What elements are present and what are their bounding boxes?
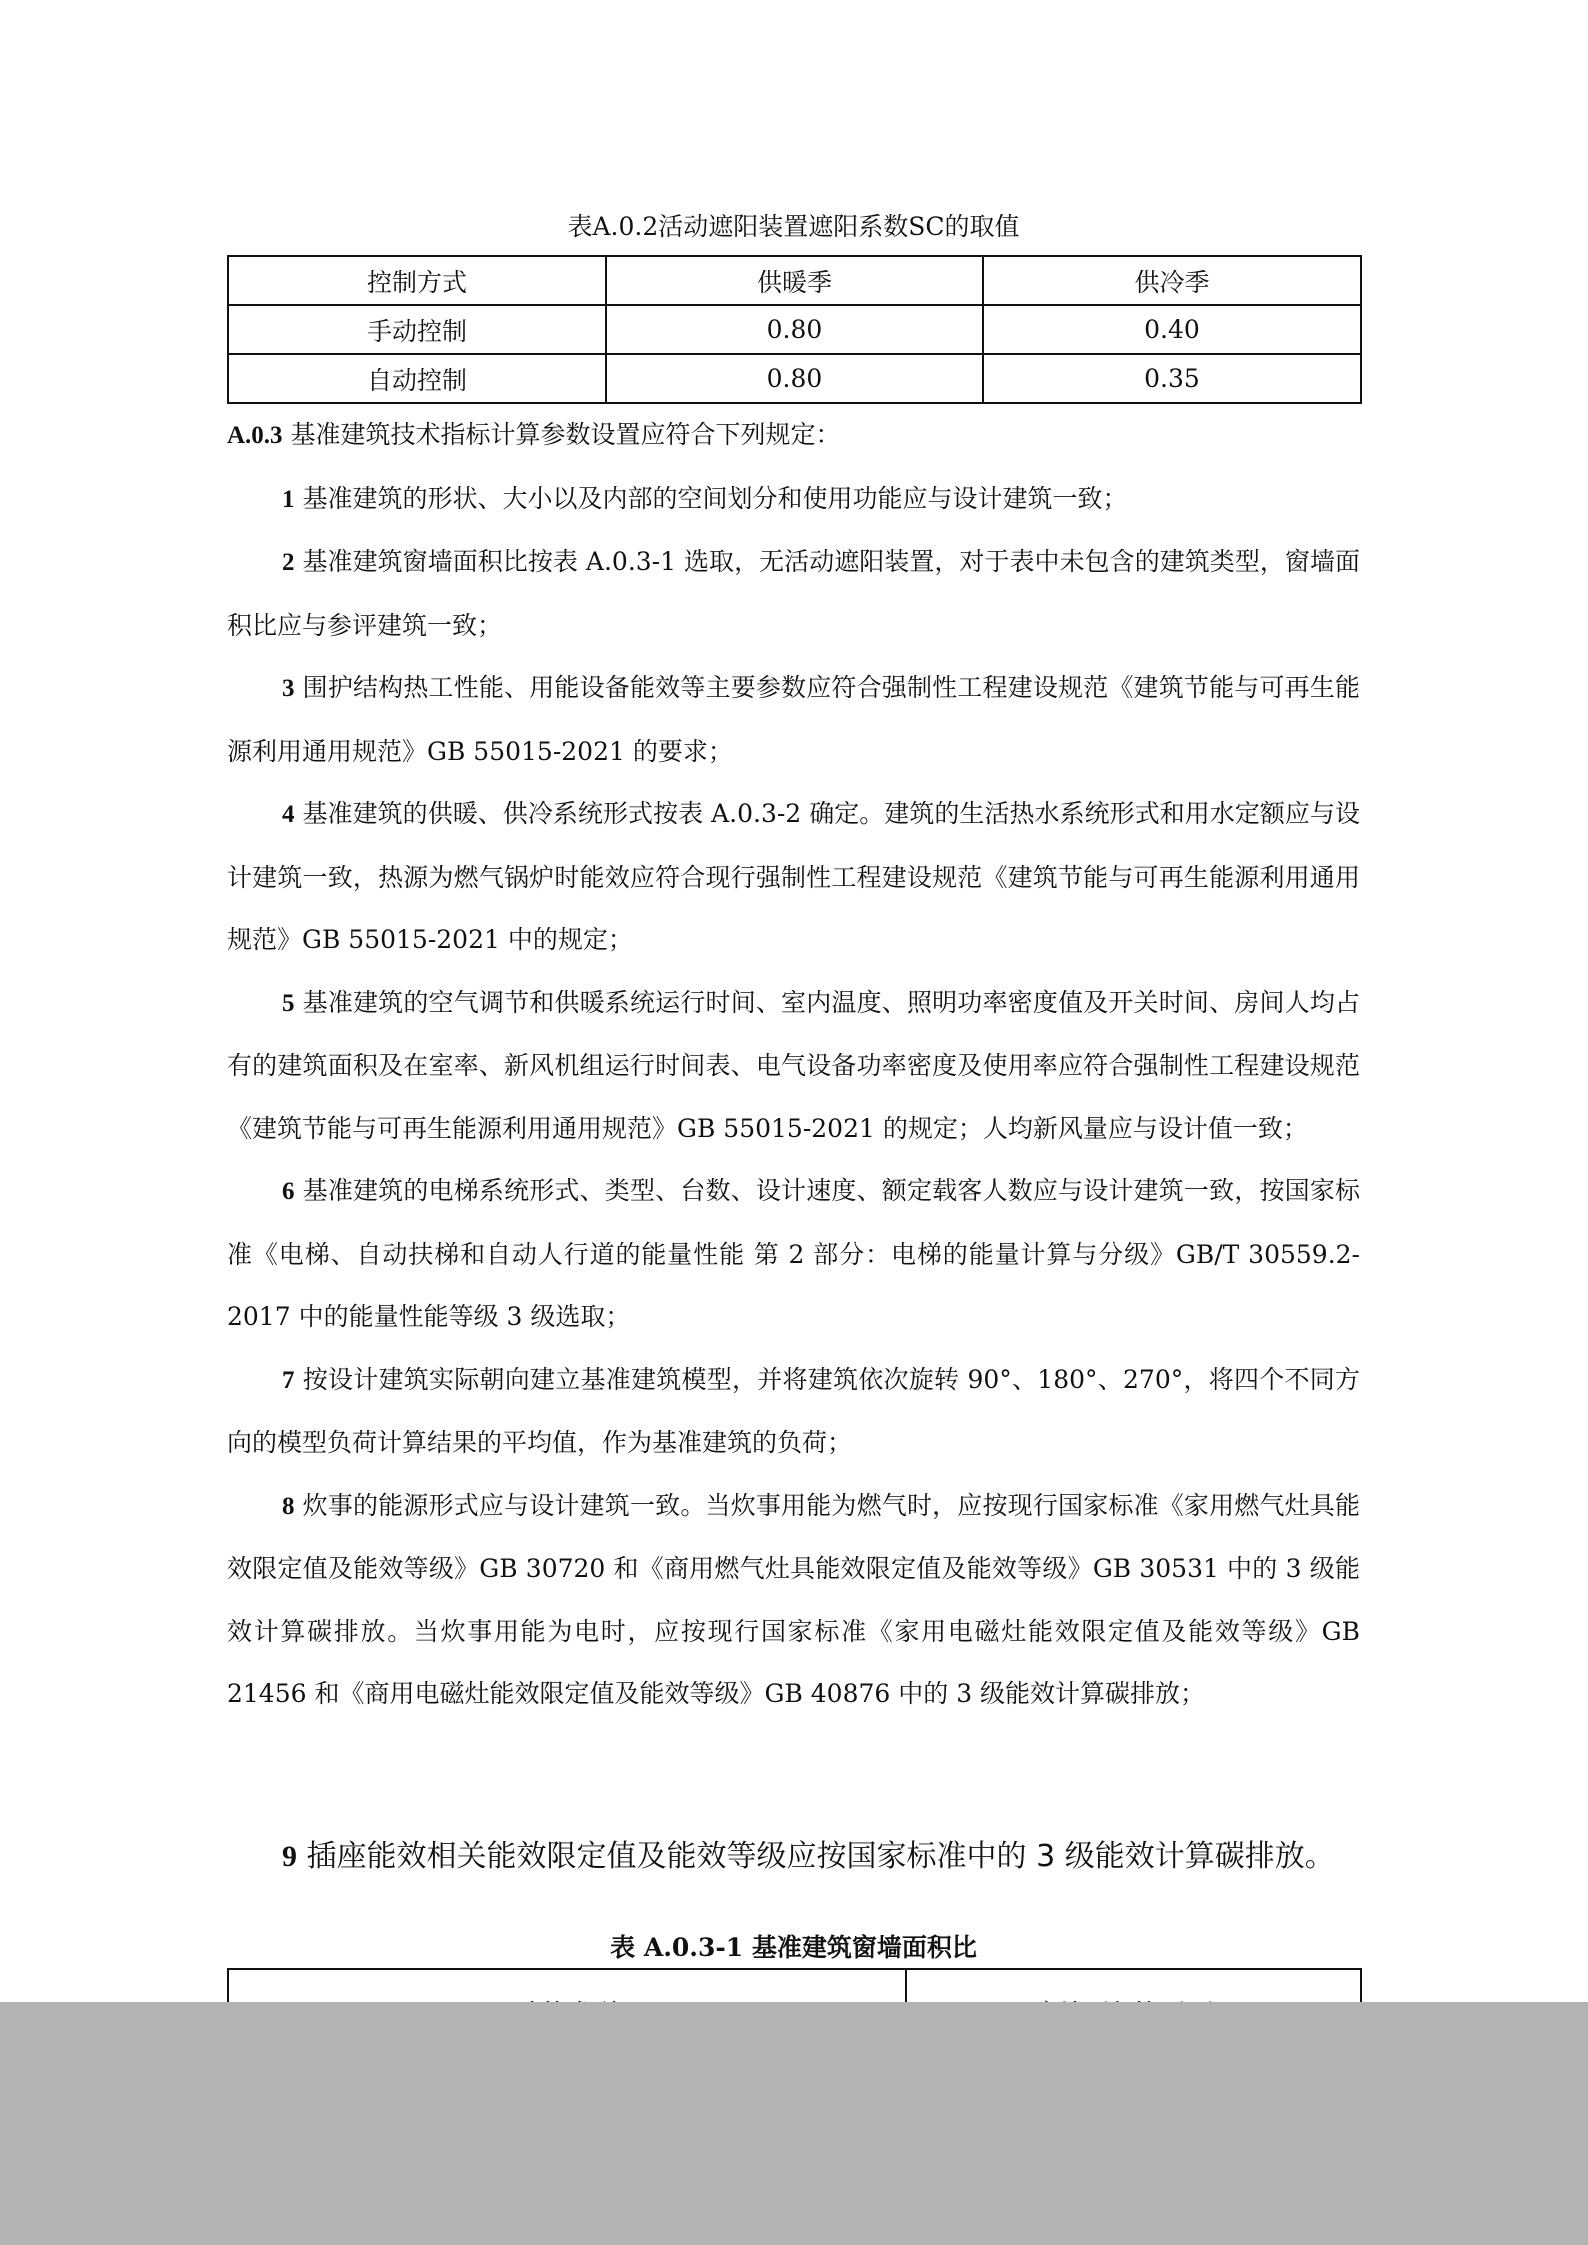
table-cell: 0.35 — [983, 354, 1361, 403]
gray-overlay — [0, 2002, 1588, 2245]
clause — [227, 531, 1360, 657]
clause-number: 6 — [282, 1178, 295, 1205]
clause — [227, 1349, 1360, 1475]
table-header-cell: 控制方式 — [228, 256, 606, 305]
section-heading-text: 基准建筑技术指标计算参数设置应符合下列规定： — [290, 420, 841, 449]
clause-number: 2 — [282, 549, 295, 576]
table-header-row — [228, 256, 1361, 305]
clause-text: 基准建筑的形状、大小以及内部的空间划分和使用功能应与设计建筑一致； — [302, 483, 1128, 513]
table-cell: 手动控制 — [228, 305, 606, 354]
clause-text: 炊事的能源形式应与设计建筑一致。当炊事用能为燃气时，应按现行国家标准《家用燃气灶具能效限定值及能效等级》GB 30720 和《商用燃气灶具能效限定值及能效等级》GB 30531 中的 3 级能效计算碳排放。当炊事用能为电时，应按现行国家标准《家用电磁灶能效限定值及能效等级》GB 21456 和《商用电磁灶能效限定值及能效等级》GB 40876 中的 3 级能效计算碳排放； — [227, 1490, 1360, 1708]
table-cell: 0.40 — [983, 305, 1361, 354]
table-cell: 自动控制 — [228, 354, 606, 403]
clause-text: 基准建筑窗墙面积比按表 A.0.3-1 选取，无活动遮阳装置，对于表中未包含的建筑类型，窗墙面积比应与参评建筑一致； — [227, 547, 1361, 640]
clause — [227, 1160, 1360, 1349]
clause-number: 8 — [282, 1492, 295, 1520]
table-cell: 0.80 — [606, 305, 983, 354]
table-a031-caption: 表 A.0.3-1 基准建筑窗墙面积比 — [610, 1933, 977, 1962]
section-number: A.0.3 — [227, 422, 283, 449]
section-heading — [227, 404, 1360, 468]
clause — [227, 1475, 1360, 1726]
clause-number: 4 — [282, 801, 295, 828]
clause-text: 插座能效相关能效限定值及能效等级应按国家标准中的 3 级能效计算碳排放。 — [306, 1839, 1335, 1874]
clause — [227, 972, 1360, 1161]
clause-number: 1 — [282, 485, 295, 513]
clause — [227, 1837, 1337, 1877]
clause-text: 基准建筑的电梯系统形式、类型、台数、设计速度、额定载客人数应与设计建筑一致，按国家标准《电梯、自动扶梯和自动人行道的能量性能 第 2 部分：电梯的能量计算与分级》GB/T 30559.2-2017 中的能量性能等级 3 级选取； — [227, 1176, 1360, 1331]
clause-text: 按设计建筑实际朝向建立基准建筑模型，并将建筑依次旋转 90°、180°、270°，将四个不同方向的模型负荷计算结果的平均值，作为基准建筑的负荷； — [227, 1364, 1360, 1457]
table-row — [228, 305, 1361, 354]
clause-number: 5 — [282, 989, 295, 1017]
clause-text: 基准建筑的空气调节和供暖系统运行时间、室内温度、照明功率密度值及开关时间、房间人均占有的建筑面积及在室率、新风机组运行时间表、电气设备功率密度及使用率应符合强制性工程建设规范《建筑节能与可再生能源利用通用规范》GB 55015-2021 的规定；人均新风量应与设计值一致； — [227, 987, 1360, 1143]
clause-number: 9 — [282, 1840, 297, 1873]
clause — [227, 657, 1360, 783]
table-header-cell: 供暖季 — [606, 256, 983, 305]
table-a02 — [227, 255, 1362, 404]
table-header-cell: 供冷季 — [983, 256, 1361, 305]
table-row — [228, 354, 1361, 403]
clause-text: 围护结构热工性能、用能设备能效等主要参数应符合强制性工程建设规范《建筑节能与可再生能源利用通用规范》GB 55015-2021 的要求； — [227, 673, 1360, 766]
table-a02-caption: 表A.0.2活动遮阳装置遮阳系数SC的取值 — [567, 212, 1020, 241]
section-body — [227, 404, 1360, 1726]
clause-text: 基准建筑的供暖、供冷系统形式按表 A.0.3-2 确定。建筑的生活热水系统形式和用水定额应与设计建筑一致，热源为燃气锅炉时能效应符合现行强制性工程建设规范《建筑节能与可再生能源利用通用规范》GB 55015-2021 中的规定； — [227, 799, 1361, 954]
clause — [227, 468, 1360, 532]
clause-number: 7 — [282, 1366, 295, 1394]
clause-number: 3 — [282, 675, 295, 702]
clause — [227, 783, 1360, 972]
table-cell: 0.80 — [606, 354, 983, 403]
